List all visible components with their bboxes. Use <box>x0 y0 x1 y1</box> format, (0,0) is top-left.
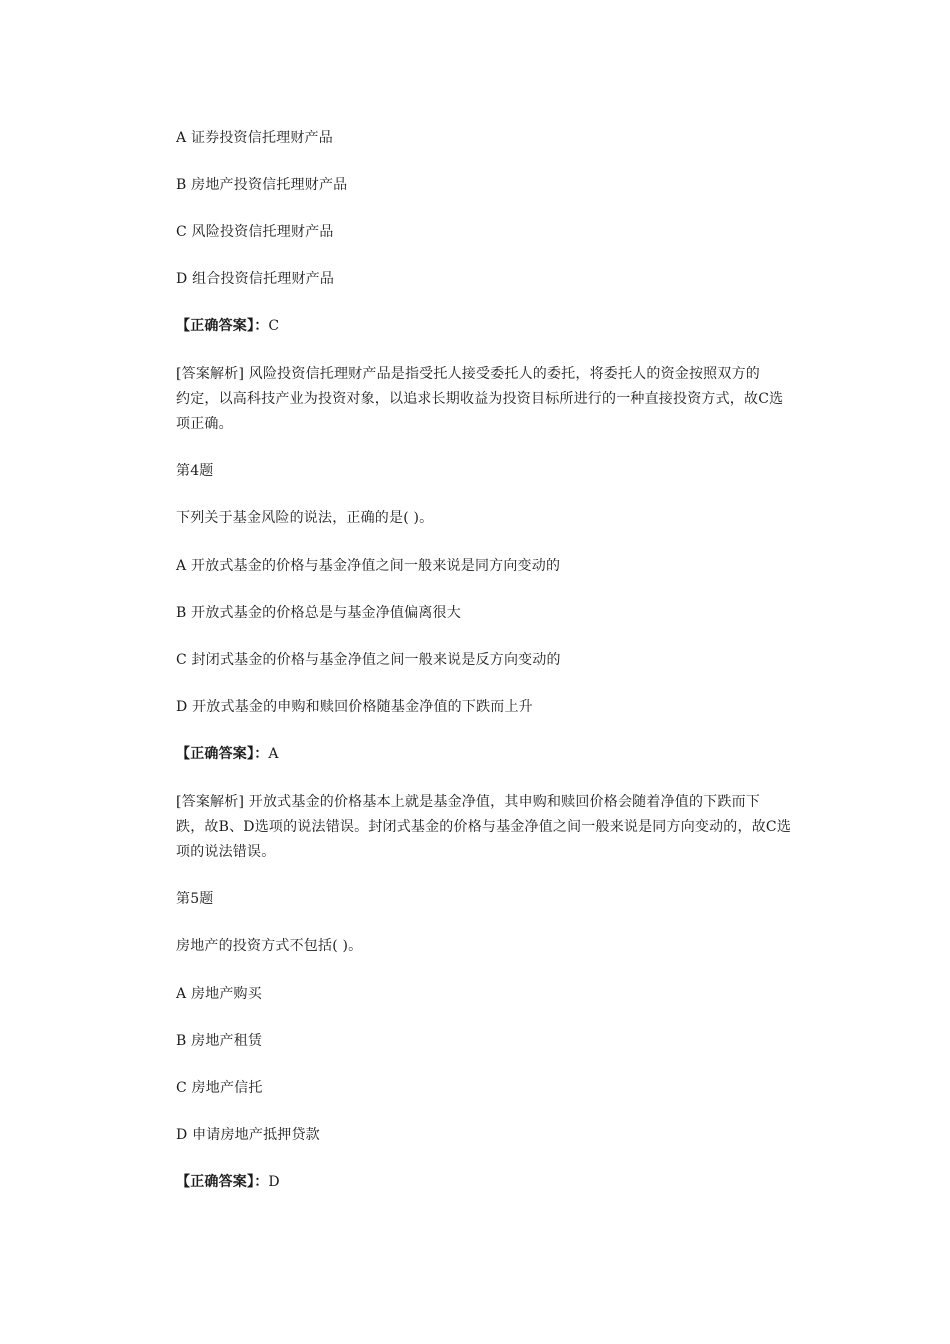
q3-option-d: D 组合投资信托理财产品 <box>176 271 335 287</box>
q3-option-c: C 风险投资信托理财产品 <box>176 224 334 240</box>
q4-analysis-line-2: 跌，故B、D选项的说法错误。封闭式基金的价格与基金净值之间一般来说是同方向变动的，故C选 <box>176 819 792 835</box>
q4-option-a: A 开放式基金的价格与基金净值之间一般来说是同方向变动的 <box>176 558 561 574</box>
q4-correct-answer <box>176 742 279 766</box>
q4-analysis-line-3: 项的说法错误。 <box>176 844 276 860</box>
answer-value: C <box>268 318 280 334</box>
q4-option-d: D 开放式基金的申购和赎回价格随基金净值的下跌而上升 <box>176 699 533 715</box>
answer-label: 【正确答案】： <box>176 318 269 334</box>
answer-value: A <box>268 746 279 762</box>
q4-question: 下列关于基金风险的说法，正确的是( )。 <box>176 510 434 526</box>
q3-analysis-line-2: 约定，以高科技产业为投资对象，以追求长期收益为投资目标所进行的一种直接投资方式，故C选 <box>176 391 784 407</box>
q4-option-b: B 开放式基金的价格总是与基金净值偏离很大 <box>176 605 461 621</box>
q3-option-a: A 证券投资信托理财产品 <box>176 130 333 146</box>
q4-option-c: C 封闭式基金的价格与基金净值之间一般来说是反方向变动的 <box>176 652 561 668</box>
q3-analysis-line-1: [答案解析] 风险投资信托理财产品是指受托人接受委托人的委托，将委托人的资金按照双方的 <box>176 366 760 382</box>
q5-title: 第5题 <box>176 891 214 907</box>
q5-option-d: D 申请房地产抵押贷款 <box>176 1127 320 1143</box>
answer-value: D <box>268 1174 280 1190</box>
q4-title: 第4题 <box>176 463 214 479</box>
answer-label: 【正确答案】： <box>176 1174 269 1190</box>
answer-label: 【正确答案】： <box>176 746 269 762</box>
q3-option-b: B 房地产投资信托理财产品 <box>176 177 348 193</box>
q3-analysis-line-3: 项正确。 <box>176 416 233 432</box>
q5-option-c: C 房地产信托 <box>176 1080 263 1096</box>
q5-correct-answer <box>176 1170 280 1194</box>
q4-analysis-line-1: [答案解析] 开放式基金的价格基本上就是基金净值，其申购和赎回价格会随着净值的下跌而下 <box>176 794 760 810</box>
q3-correct-answer <box>176 314 279 338</box>
q5-option-a: A 房地产购买 <box>176 986 262 1002</box>
q5-option-b: B 房地产租赁 <box>176 1033 263 1049</box>
q5-question: 房地产的投资方式不包括( )。 <box>176 938 363 954</box>
